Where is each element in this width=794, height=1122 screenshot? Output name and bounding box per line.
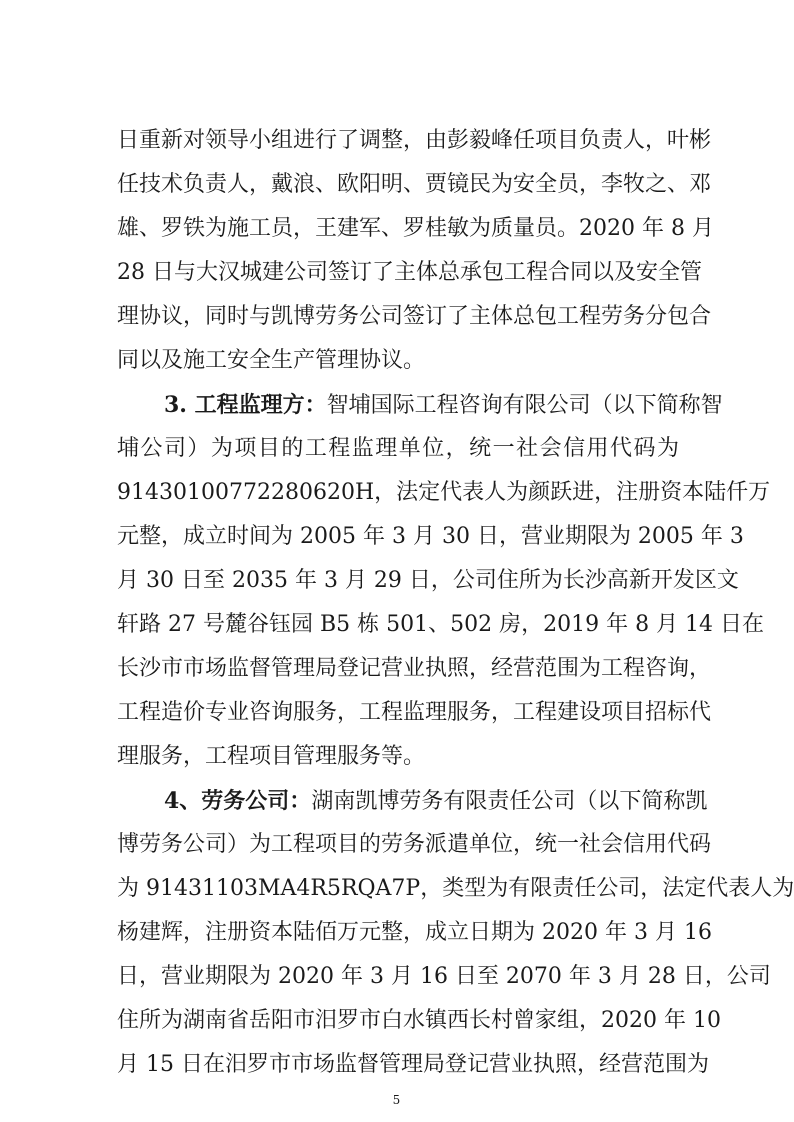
paragraph-3-heading: 4、劳务公司：: [164, 788, 312, 814]
paragraph-3-line-3: 为 91431103MA4R5RQA7P，类型为有限责任公司，法定代表人为: [117, 876, 794, 901]
paragraph-2-first-line-text: 智埔国际工程咨询有限公司（以下简称智: [326, 393, 723, 418]
paragraph-1-line-6: 同以及施工安全生产管理协议。: [117, 348, 426, 373]
paragraph-1-line-4: 28 日与大汉城建公司签订了主体总承包工程合同以及安全管: [117, 260, 702, 285]
paragraph-2-line-5: 月 30 日至 2035 年 3 月 29 日，公司住所为长沙高新开发区文: [117, 568, 739, 593]
paragraph-3-line-7: 月 15 日在汨罗市市场监督管理局登记营业执照，经营范围为: [117, 1052, 709, 1077]
paragraph-2-line-9: 理服务，工程项目管理服务等。: [117, 744, 426, 769]
paragraph-2-line-3: 91430100772280620H，法定代表人为颜跃进，注册资本陆仟万: [117, 480, 771, 505]
paragraph-1-line-2: 任技术负责人，戴浪、欧阳明、贾镜民为安全员，李牧之、邓: [117, 172, 712, 197]
paragraph-1-line-5: 理协议，同时与凯博劳务公司签订了主体总包工程劳务分包合: [117, 304, 712, 329]
paragraph-3-line-4: 杨建辉，注册资本陆佰万元整，成立日期为 2020 年 3 月 16: [117, 920, 712, 945]
paragraph-2-line-6: 轩路 27 号麓谷钰园 B5 栋 501、502 房，2019 年 8 月 14 日在: [117, 612, 765, 637]
paragraph-3-line-5: 日，营业期限为 2020 年 3 月 16 日至 2070 年 3 月 28 日，公司: [117, 964, 771, 989]
paragraph-1-line-3: 雄、罗铁为施工员，王建军、罗桂敏为质量员。2020 年 8 月: [117, 216, 714, 241]
paragraph-2-first-line: [164, 385, 723, 425]
paragraph-2-line-2: 埔公司）为项目的工程监理单位，统一社会信用代码为: [117, 436, 679, 461]
paragraph-3-line-2: 博劳务公司）为工程项目的劳务派遣单位，统一社会信用代码: [117, 832, 712, 857]
paragraph-3-first-line-text: 湖南凯博劳务有限责任公司（以下简称凯: [311, 789, 708, 814]
paragraph-2-line-7: 长沙市市场监督管理局登记营业执照，经营范围为工程咨询，: [117, 656, 712, 681]
paragraph-3-line-6: 住所为湖南省岳阳市汨罗市白水镇西长村曾家组，2020 年 10: [117, 1008, 721, 1033]
paragraph-2-heading: 3. 工程监理方：: [164, 392, 327, 418]
paragraph-1-line-1: 日重新对领导小组进行了调整，由彭毅峰任项目负责人，叶彬: [117, 128, 712, 153]
page-number: 5: [392, 1093, 401, 1107]
paragraph-3-first-line: [164, 781, 708, 821]
paragraph-2-line-8: 工程造价专业咨询服务，工程监理服务，工程建设项目招标代: [117, 700, 712, 725]
paragraph-2-line-4: 元整，成立时间为 2005 年 3 月 30 日，营业期限为 2005 年 3: [117, 524, 744, 549]
